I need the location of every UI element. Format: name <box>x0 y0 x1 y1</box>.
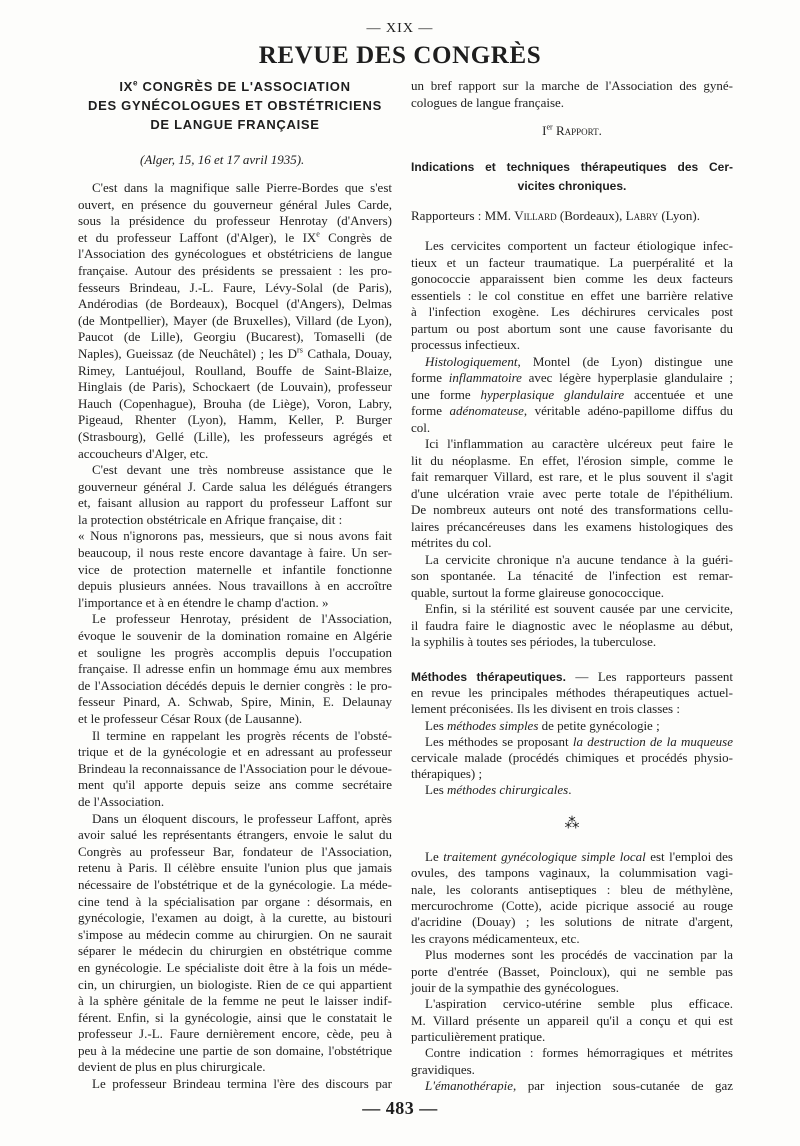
text-span: forme <box>411 403 450 418</box>
text-line: française. Il adresse enfin un hommage ému aux membres <box>78 661 392 677</box>
text-span: une forme <box>411 386 481 402</box>
italic-text: la destruction de la muqueuse <box>572 733 733 749</box>
text-line: Paucot (de Lille), Georgiu (Bucarest), Tomaselli (de <box>78 329 392 345</box>
text-line: jouir de la sympathie des gynécologues. <box>411 979 619 995</box>
text-line: L'aspiration cervico-utérine semble plus efficace. <box>425 996 733 1012</box>
paragraph <box>411 947 733 996</box>
text-line <box>411 734 733 750</box>
right-column-continuation <box>411 78 733 111</box>
italic-text: méthodes simples <box>447 717 539 733</box>
text-line: gravidiques. <box>411 1061 475 1077</box>
text-span: Les <box>425 717 448 733</box>
text-line <box>411 387 733 404</box>
report-heading <box>411 158 733 196</box>
text-line: Plus modernes sont les procédés de vaccination par la <box>425 947 733 963</box>
text-line: « Nous n'ignorons pas, messieurs, que si nous avons fait <box>78 528 392 544</box>
text-line: processus infectieux. <box>411 337 521 352</box>
paragraph <box>78 1076 392 1093</box>
text-span: , Montel (de Lyon) distingue une <box>517 353 733 369</box>
text-line: Le professeur Henrotay, président de l'Association, <box>92 611 392 627</box>
text-line: fesseurs Brindeau, J.-L. Faure, Lévy-Solal (de Paris), <box>78 279 392 295</box>
paragraph <box>411 996 733 1045</box>
paragraph <box>411 354 733 437</box>
text-span: — Les rapporteurs passent <box>565 669 733 684</box>
text-line: quable, surtout la forme glaireuse gonococcique. <box>411 584 665 600</box>
text-line: évoque le souvenir de la domination romaine en Algérie <box>78 628 392 644</box>
text-line: depuis plusieurs années. Nous travaillons à en accroître <box>78 578 392 594</box>
text-line: Hinglais (de Paris), Schockaert (de Louvain), professeur <box>78 379 392 395</box>
text-span: CONGRÈS DE L'ASSOCIATION <box>138 79 351 94</box>
text-line: Rimey, Lantuéjoul, Roulland, Bouffe de Saint-Blaize, <box>78 362 392 378</box>
text-line: lement préconisées. Ils les divisent en trois classes : <box>411 701 680 717</box>
text-span: , véritable adéno-papillome diffus du <box>523 403 733 418</box>
text-line: beaucoup, il nous reste encore davantage à faire. Un ser- <box>78 545 392 561</box>
text-line: cervicale malade (procédés chimiques et procédés physio- <box>411 750 733 766</box>
text-line <box>411 354 733 371</box>
text-line: en revue les principales méthodes thérapeutiques actuel- <box>411 685 733 701</box>
text-line: l'importance et à en étendre le champ d'action. » <box>78 594 329 610</box>
text-line: essentiels : le col constitue en effet une barrière relative <box>411 287 733 303</box>
report-label <box>411 123 733 139</box>
text-line: devient de plus en plus chirurgicale. <box>78 1059 266 1075</box>
text-span: Rapporteurs : MM. <box>411 208 515 223</box>
text-line: nale, les colorants antiseptiques : bleu de méthylène, <box>411 881 733 897</box>
running-header: — XIX — <box>366 21 434 36</box>
text-line: Le professeur Brindeau termina l'ère des discours par <box>92 1076 392 1092</box>
text-line: gonococcie apparaissent bien comme les deux facteurs <box>411 271 733 286</box>
paragraph <box>78 611 392 727</box>
superscript-text: e <box>316 229 320 239</box>
text-line: Hauch (Copenhague), Brouha (de Liège), Voron, Labry, <box>78 395 392 411</box>
text-line <box>411 782 733 798</box>
text-span: Les méthodes se proposant <box>425 733 573 749</box>
paragraph <box>78 811 392 1077</box>
rapporteurs-line <box>411 208 733 224</box>
text-line: lit du néoplasme. En effet, l'érosion simple, comme le <box>411 452 733 468</box>
text-line <box>411 123 733 139</box>
text-span: Naples), Gueissaz (de Neuchâtel) ; les D <box>78 345 298 361</box>
text-span: et du professeur Laffont (d'Alger), le IX <box>78 229 317 245</box>
text-line: retenu à Paris. Il célèbre ensuite l'union plus que jamais <box>78 860 392 876</box>
text-line: Contre indication : formes hémorragiques et métrites <box>425 1045 733 1061</box>
left-column-text <box>78 180 392 1093</box>
text-line: (de Montpellier), Mayer (de Bruxelles), Villard (de Lyon), <box>78 312 392 328</box>
text-span: Les <box>425 782 448 798</box>
text-line: (Strasbourg), Gellé (Lille), les professeurs agrégés et <box>78 428 392 444</box>
italic-text: adénomateuse <box>449 403 524 418</box>
text-span: avec légère hyperplasie glandulaire ; <box>521 370 733 385</box>
paragraph <box>411 669 733 718</box>
asterism-divider: ⁂ <box>564 814 580 832</box>
text-line: la protection obstétricale en Afrique française, dit : <box>78 511 343 527</box>
text-line: col. <box>411 419 431 435</box>
text-span: de petite gynécologie ; <box>538 717 660 733</box>
text-line: en gynécologie. Le spécialiste doit être à la fois un méde- <box>78 959 392 975</box>
text-line <box>411 1078 733 1094</box>
paragraph <box>411 601 733 651</box>
paragraph <box>78 462 392 528</box>
text-line: professeur J.-L. Faure dernièrement encore, cède, peu à <box>78 1026 392 1042</box>
text-line: accoucheurs d'Alger, etc. <box>78 445 209 461</box>
text-line: nécessaire de l'obstétrique et de la gynécologie. La méde- <box>78 876 392 892</box>
paragraph <box>411 436 733 552</box>
text-span: accentuée et une <box>624 386 734 402</box>
text-line: s'impose au médecin comme au chirurgien. On ne saurait <box>78 926 392 942</box>
text-line: ment qu'il apporte depuis seize ans comme secrétaire <box>78 777 392 793</box>
text-line <box>411 208 733 224</box>
text-line: il faudra faire le diagnostic avec le néoplasme au début, <box>411 617 733 633</box>
text-line: de l'Association décédés depuis le dernier congrès : le pro- <box>78 677 392 693</box>
text-line: séparer le médecin du chirurgien en obstétrique comme <box>78 943 392 959</box>
text-span: (Lyon). <box>658 208 700 223</box>
text-line: les crayons médicamenteux, etc. <box>411 930 580 946</box>
paragraph <box>411 78 733 111</box>
text-span: . <box>568 782 572 798</box>
text-line: C'est devant une très nombreuse assistance que le <box>92 462 392 478</box>
text-line: l'Association des gynécologues et obstétriciens de langue <box>78 246 392 262</box>
report-body-text <box>411 238 733 651</box>
text-line: et, faisant allusion au rapport du professeur Laffont sur <box>78 495 392 511</box>
paragraph <box>411 734 733 783</box>
text-line: particulièrement pratique. <box>411 1028 546 1044</box>
text-span: , par injection sous-cutanée de gaz <box>513 1078 733 1094</box>
text-span: Le <box>425 849 444 864</box>
text-line: C'est dans la magnifique salle Pierre-Bordes que s'est <box>92 180 392 195</box>
text-line: Enfin, si la stérilité est souvent causée par une cervicite, <box>425 601 733 616</box>
text-line: trique et de la gynécologie et en adressant au professeur <box>78 744 392 760</box>
date-line: (Alger, 15, 16 et 17 avril 1935). <box>140 152 305 167</box>
text-line: mercurochrome (Cotte), acide picrique associé au rouge <box>411 898 733 914</box>
small-caps-text: Rapport. <box>555 123 602 138</box>
superscript-text: er <box>546 122 553 132</box>
text-line <box>78 230 392 247</box>
text-line: De nombreux auteurs ont noté des transformations cellu- <box>411 502 733 517</box>
text-line: peu à la médecine une partie de son domaine, l'obstétrique <box>78 1042 392 1058</box>
text-span: I <box>542 123 547 138</box>
text-line: la syphilis à toutes ses périodes, la tuberculose. <box>411 634 657 649</box>
congress-heading <box>78 77 392 134</box>
text-line: d'acridine (Douay) ; les solutions de nitrate d'argent, <box>411 914 733 930</box>
text-line: Pigeaud, Rhenter (Lyon), Hamm, Keller, P. Burger <box>78 412 392 428</box>
text-line: ovules, des tampons vaginaux, la colummisation vagi- <box>411 865 733 881</box>
text-line: Congrès au professeur Bar, fondateur de l'Association, <box>78 843 392 859</box>
text-span: IX <box>119 79 133 94</box>
text-span: (Bordeaux), <box>556 208 626 223</box>
text-line: gouverneur général J. Carde salua les délégués étrangers <box>78 478 392 494</box>
text-span: forme <box>411 370 449 385</box>
text-line: gynécologie, l'examen au doigt, à la curette, au bistouri <box>78 910 392 926</box>
text-line <box>78 346 392 363</box>
text-line: Les cervicites comportent un facteur étiologique infec- <box>425 238 733 253</box>
text-line <box>411 370 733 387</box>
text-line: porte d'entrée (Basset, Poincloux), qui ne semble pas <box>411 963 733 979</box>
text-line: M. Villard présente un appareil qu'il a conçu et qui est <box>411 1012 733 1028</box>
text-line: française. Autour des présidents se pressaient : les pro- <box>78 262 392 278</box>
italic-text: inflammatoire <box>448 370 522 385</box>
text-line: un bref rapport sur la marche de l'Association des gyné- <box>411 78 733 93</box>
small-caps-text: Labry <box>625 208 659 223</box>
text-line: Il termine en rappelant les progrès récents de l'obsté- <box>92 727 392 743</box>
text-line <box>411 718 733 734</box>
text-line: Indications et techniques thérapeutiques des Cer- <box>411 160 733 174</box>
superscript-text: e <box>133 78 139 88</box>
text-line: fesseur Pinard, A. Schwab, Spire, Minin, E. Delaunay <box>78 694 392 710</box>
text-line: avoir salué les représentants étrangers, envoie le salut du <box>78 827 392 843</box>
text-line: Brindeau la reconnaissance de l'Association pour le dévoue- <box>78 760 392 776</box>
paragraph <box>78 180 392 462</box>
text-line: sous la présidence du professeur Henrotay (d'Anvers) <box>78 213 392 229</box>
text-line: son spontanée. La ténacité de l'infection est remar- <box>411 568 733 583</box>
text-line: Ici l'inflammation au caractère ulcéreux peut faire le <box>425 436 733 451</box>
text-line: férent. Enfin, si la gynécologie, ainsi que le constatait le <box>78 1009 392 1025</box>
text-line <box>411 669 733 685</box>
text-line: Andérodias (de Bordeaux), Bocquel (d'Angers), Delmas <box>78 296 392 312</box>
text-line: vicites chroniques. <box>517 179 627 193</box>
text-line: et souligne les progrès accomplis depuis l'occupation <box>78 644 392 660</box>
page-number: — 483 — <box>362 1098 438 1118</box>
paragraph <box>411 1045 733 1078</box>
text-line: laires précancéreuses dans les examens histologiques des <box>411 518 733 534</box>
paragraph <box>411 238 733 354</box>
text-line <box>411 849 733 865</box>
paragraph <box>78 528 392 611</box>
paragraph <box>411 1078 733 1094</box>
text-span: est l'emploi des <box>645 849 733 864</box>
paragraph <box>411 552 733 602</box>
text-line: d'une ulcération vraie avec perte totale de l'épithélium. <box>411 485 733 501</box>
text-line: partum ou post abortum sont une cause favorisante du <box>411 320 733 336</box>
text-line: DES GYNÉCOLOGUES ET OBSTÉTRICIENS <box>88 98 382 113</box>
small-caps-text: Villard <box>514 208 557 223</box>
paragraph <box>78 728 392 811</box>
text-line: cine tend à la spécialisation par organe : désormais, en <box>78 893 392 909</box>
superscript-text: rs <box>297 345 303 355</box>
text-line <box>78 77 392 96</box>
paragraph <box>411 782 733 798</box>
text-line: La cervicite chronique n'a aucune tendance à la guéri- <box>425 551 733 567</box>
text-line: Dans un éloquent discours, le professeur Laffont, après <box>92 810 392 826</box>
paragraph <box>411 718 733 734</box>
text-span: Congrès de <box>319 229 392 245</box>
treatment-section <box>411 849 733 1094</box>
italic-text: Histologiquement <box>425 353 518 369</box>
italic-text: hyperplasique glandulaire <box>480 386 625 402</box>
text-line: DE LANGUE FRANÇAISE <box>150 117 320 132</box>
text-span: Cathala, Douay, <box>302 345 392 361</box>
methods-section <box>411 669 733 799</box>
text-line: métrites du col. <box>411 535 492 550</box>
text-line: fait remarquer Villard, est rare, et le plus souvent il s'agit <box>411 469 733 484</box>
text-line: à la sphère génitale de la femme ne peut le laisser indif- <box>78 993 392 1009</box>
text-line: cologues de langue française. <box>411 94 565 110</box>
italic-text: L'émanothérapie <box>425 1078 513 1094</box>
italic-text: traitement gynécologique simple local <box>443 849 646 864</box>
italic-text: méthodes chirurgicales <box>447 782 569 798</box>
text-line <box>411 403 733 420</box>
text-line: et le professeur César Roux (de Lausanne). <box>78 711 303 726</box>
text-line: tieux et un facteur traumatique. La puerpéralité et la <box>411 254 733 270</box>
paragraph <box>411 849 733 947</box>
text-line: de l'Association. <box>78 793 165 809</box>
text-line: ouvert, en présence du gouverneur général Jules Carde, <box>78 196 392 212</box>
bold-text: Méthodes thérapeutiques. <box>411 670 566 684</box>
text-line: thérapiques) ; <box>411 766 483 782</box>
text-line: à l'infection exogène. Les déchirures cervicales post <box>411 304 733 319</box>
text-line: vice de protection maternelle et infantile fonctionne <box>78 561 392 577</box>
section-title: REVUE DES CONGRÈS <box>258 42 542 69</box>
text-line: cin, un chirurgien, un biologiste. Rien de ce qui appartient <box>78 976 392 992</box>
